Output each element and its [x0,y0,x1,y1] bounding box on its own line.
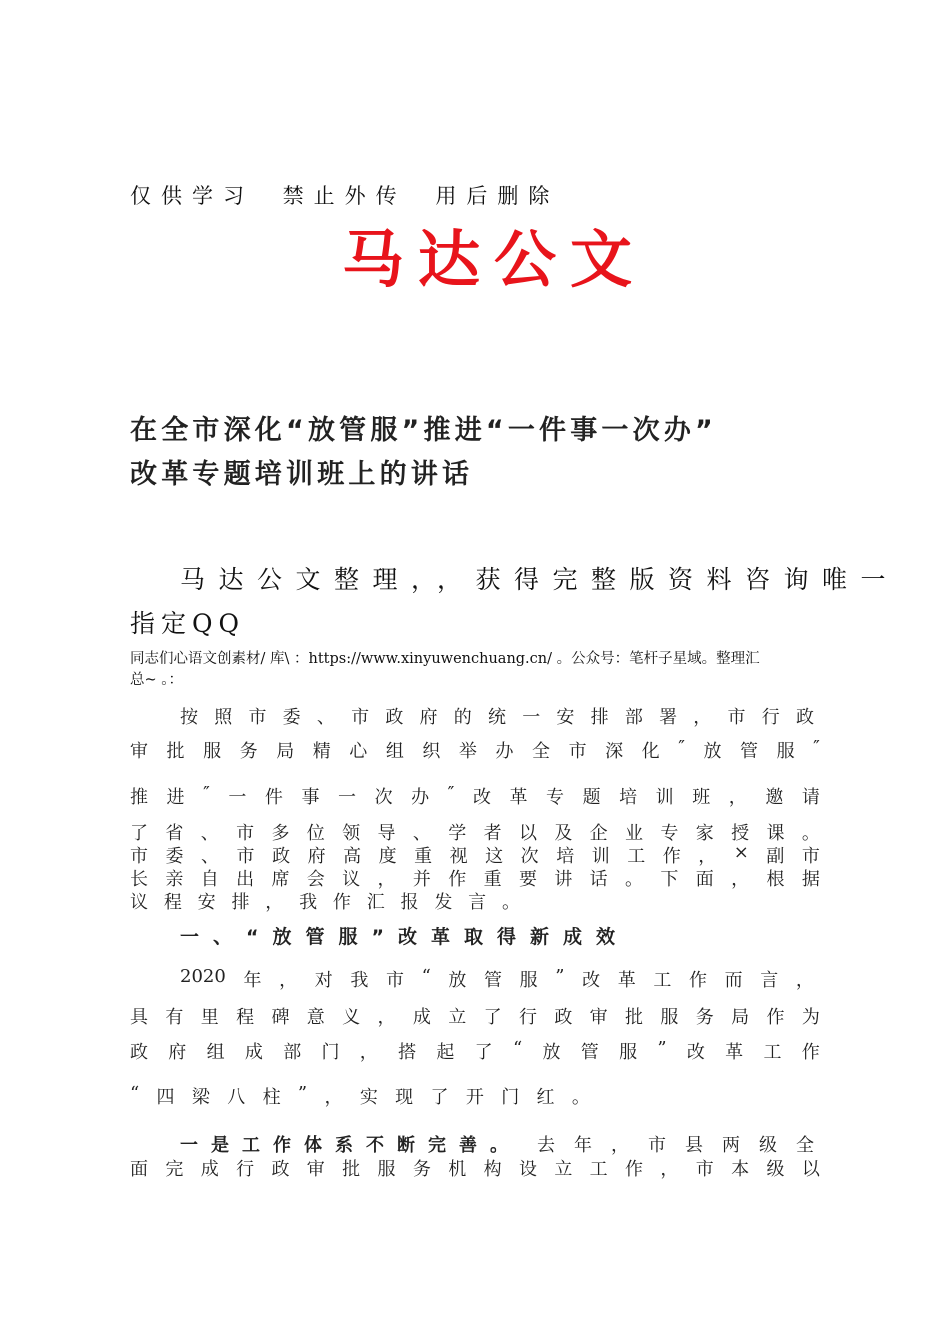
paragraph-lead: 一是工作体系不断完善。 [180,1135,521,1156]
usage-notice: 仅供学习 禁止外传 用后删除 [130,184,560,208]
paragraph-line: 具 有 里 程 碑 意 义 ， 成 立 了 行 政 审 批 服 务 局 作 为 [130,1007,820,1028]
paragraph-line: 面 完 成 行 政 审 批 服 务 机 构 设 立 工 作 ， 市 本 级 以 [130,1159,820,1180]
brand-title: 马达公文 [342,223,647,296]
paragraph-line: 市 委 、 市 政 府 高 度 重 视 这 次 培 训 工 作 ， × 副 市 [130,842,820,867]
source-line-2: 总~ 。： [130,672,184,688]
paragraph-line: 长 亲 自 出 席 会 议 ， 并 作 重 要 讲 话 。 下 面 ， 根 据 [130,869,820,890]
document-title-line-2: 改革专题培训班上的讲话 [130,459,474,490]
paragraph-line [180,1131,814,1157]
paragraph-line: 议 程 安 排 ， 我 作 汇 报 发 言 。 [130,892,520,913]
paragraph-line: 推 进 ″ 一 件 事 一 次 办 ″ 改 革 专 题 培 训 班 ， 邀 请 [130,783,820,808]
source-line-1: 同志们心语文创素材/ 库\ ：https://www.xinyuwenchuang.cn/ 。公众号：笔杆子星域。整理汇 [130,651,760,667]
paragraph-line: 审 批 服 务 局 精 心 组 织 举 办 全 市 深 化 ″ 放 管 服 ″ [130,737,820,762]
document-title-line-1: 在全市深化“放管服”推进“一件事一次办” [130,415,717,446]
intro-line-1: 马达公文整理，，获得完整版资料咨询唯一 [180,565,900,594]
paragraph-line: 政 府 组 成 部 门 ， 搭 起 了 “ 放 管 服 ” 改 革 工 作 [130,1038,820,1063]
intro-line-2: 指定QQ [130,609,245,638]
paragraph-line: 了 省 、 市 多 位 领 导 、 学 者 以 及 企 业 专 家 授 课 。 [130,823,820,844]
paragraph-line: “ 四 梁 八 柱 ” ， 实 现 了 开 门 红 。 [130,1083,590,1108]
paragraph-rest: 去 年 ， 市 县 两 级 全 [537,1135,814,1156]
paragraph-line: 按 照 市 委 、 市 政 府 的 统 一 安 排 部 署 ， 市 行 政 [180,707,814,728]
section-heading: 一、“放管服”改革取得新成效 [180,926,629,948]
paragraph-line: 2020 年 ， 对 我 市 “ 放 管 服 ” 改 革 工 作 而 言 ， [180,966,814,991]
